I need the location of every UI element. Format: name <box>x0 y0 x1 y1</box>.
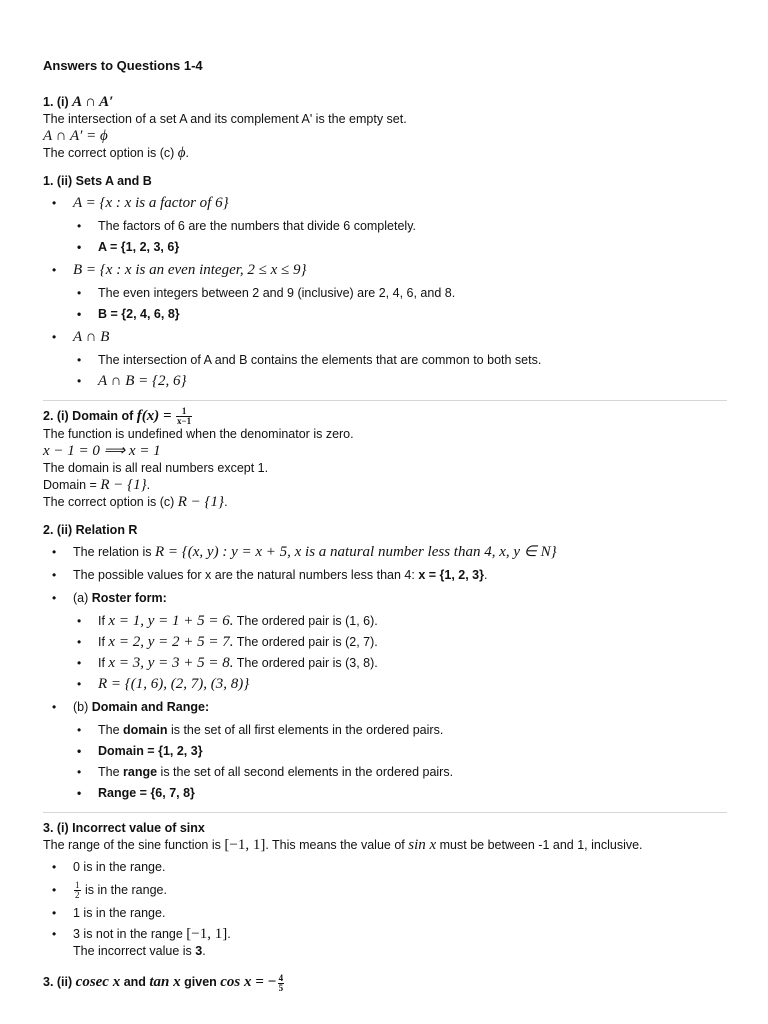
q2ii-list <box>43 542 727 803</box>
question-1-ii <box>43 172 727 391</box>
list-item: • The possible values for x are the natural numbers less than 4: x = {1, 2, 3}. <box>43 565 727 585</box>
list-item: • A = {x : x is a factor of 6} <box>43 193 727 213</box>
half-fraction: • $\frac{1}{2}$ <box>75 880 80 901</box>
page-title: Answers to Questions 1-4 <box>43 58 203 73</box>
q2i-heading: 2. (i) Domain of f(x) = $\frac{1}{x-1}$ <box>43 406 192 427</box>
list-item: • The domain is the set of all first elements in the ordered pairs. <box>43 720 727 740</box>
list-item: • The even integers between 2 and 9 (inclusive) are 2, 4, 6, and 8. <box>43 283 727 303</box>
question-3-i <box>43 819 727 960</box>
list-item: • Domain = {1, 2, 3} <box>43 741 727 761</box>
q3i-list <box>43 857 727 960</box>
q3ii-heading: 3. (ii) cosec x and tan x given cos x = − $\frac{4}{5}$ <box>43 972 284 993</box>
q1ii-list <box>43 193 727 391</box>
list-item: • If x = 3, y = 3 + 5 = 8. The ordered pair is (3, 8). <box>43 653 727 673</box>
question-3-ii <box>43 973 727 992</box>
list-item: • The range is the set of all second elements in the ordered pairs. <box>43 762 727 782</box>
list-item: • 0 is in the range. <box>43 857 727 877</box>
list-item: • (b) Domain and Range: <box>43 697 727 717</box>
q2i-math: x − 1 = 0 ⟹ x = 1 <box>43 443 161 460</box>
list-item: • 3 is not in the range [−1, 1]. The incorrect value is 3. <box>43 926 727 960</box>
q2ii-heading: 2. (ii) Relation R <box>43 523 138 538</box>
list-item: • $\frac{1}{2}$ is in the range. <box>43 880 727 900</box>
list-item: • The intersection of A and B contains the elements that are common to both sets. <box>43 350 727 370</box>
question-1-i <box>43 93 727 162</box>
list-item: • (a) Roster form: <box>43 588 727 608</box>
list-item: • The relation is R = {(x, y) : y = x + 5, x is a natural number less than 4, x, y ∈ N} <box>43 542 727 562</box>
list-item: • A = {1, 2, 3, 6} <box>43 237 727 257</box>
q1i-heading: 1. (i) A ∩ A′ <box>43 94 114 110</box>
list-item: • B = {x : x is an even integer, 2 ≤ x ≤ 9} <box>43 260 727 280</box>
q2i-option: The correct option is (c) R − {1}. <box>43 494 228 511</box>
q3i-text: The range of the sine function is [−1, 1]. This means the value of sin x must be between -1 and 1, inclusive. <box>43 837 643 854</box>
q1ii-heading: 1. (ii) Sets A and B <box>43 174 152 188</box>
q2i-text: The function is undefined when the denominator is zero. <box>43 427 354 442</box>
q1i-math: A ∩ A′ = ϕ <box>43 128 108 144</box>
list-item: • If x = 1, y = 1 + 5 = 6. The ordered pair is (1, 6). <box>43 611 727 631</box>
answer-sheet <box>43 52 727 993</box>
question-2-ii <box>43 521 727 803</box>
section-divider <box>43 812 727 813</box>
q2i-domain: Domain = R − {1}. <box>43 477 151 494</box>
list-item: • R = {(1, 6), (2, 7), (3, 8)} <box>43 674 727 694</box>
q3ii-fraction: $\frac{4}{5}$ <box>278 972 284 993</box>
q3i-heading: 3. (i) Incorrect value of sinx <box>43 821 205 836</box>
q2i-text2: The domain is all real numbers except 1. <box>43 461 269 476</box>
q1i-option: The correct option is (c) ϕ. <box>43 145 190 161</box>
list-item: • B = {2, 4, 6, 8} <box>43 304 727 324</box>
section-divider <box>43 400 727 401</box>
list-item: • The factors of 6 are the numbers that divide 6 completely. <box>43 216 727 236</box>
list-item: • A ∩ B <box>43 327 727 347</box>
list-item: • Range = {6, 7, 8} <box>43 783 727 803</box>
list-item: • If x = 2, y = 2 + 5 = 7. The ordered pair is (2, 7). <box>43 632 727 652</box>
question-2-i <box>43 407 727 511</box>
list-item: • A ∩ B = {2, 6} <box>43 371 727 391</box>
q2i-fraction: $\frac{1}{x-1}$ <box>177 406 192 427</box>
list-item: • 1 is in the range. <box>43 903 727 923</box>
q1i-text: The intersection of a set A and its complement A' is the empty set. <box>43 112 407 126</box>
